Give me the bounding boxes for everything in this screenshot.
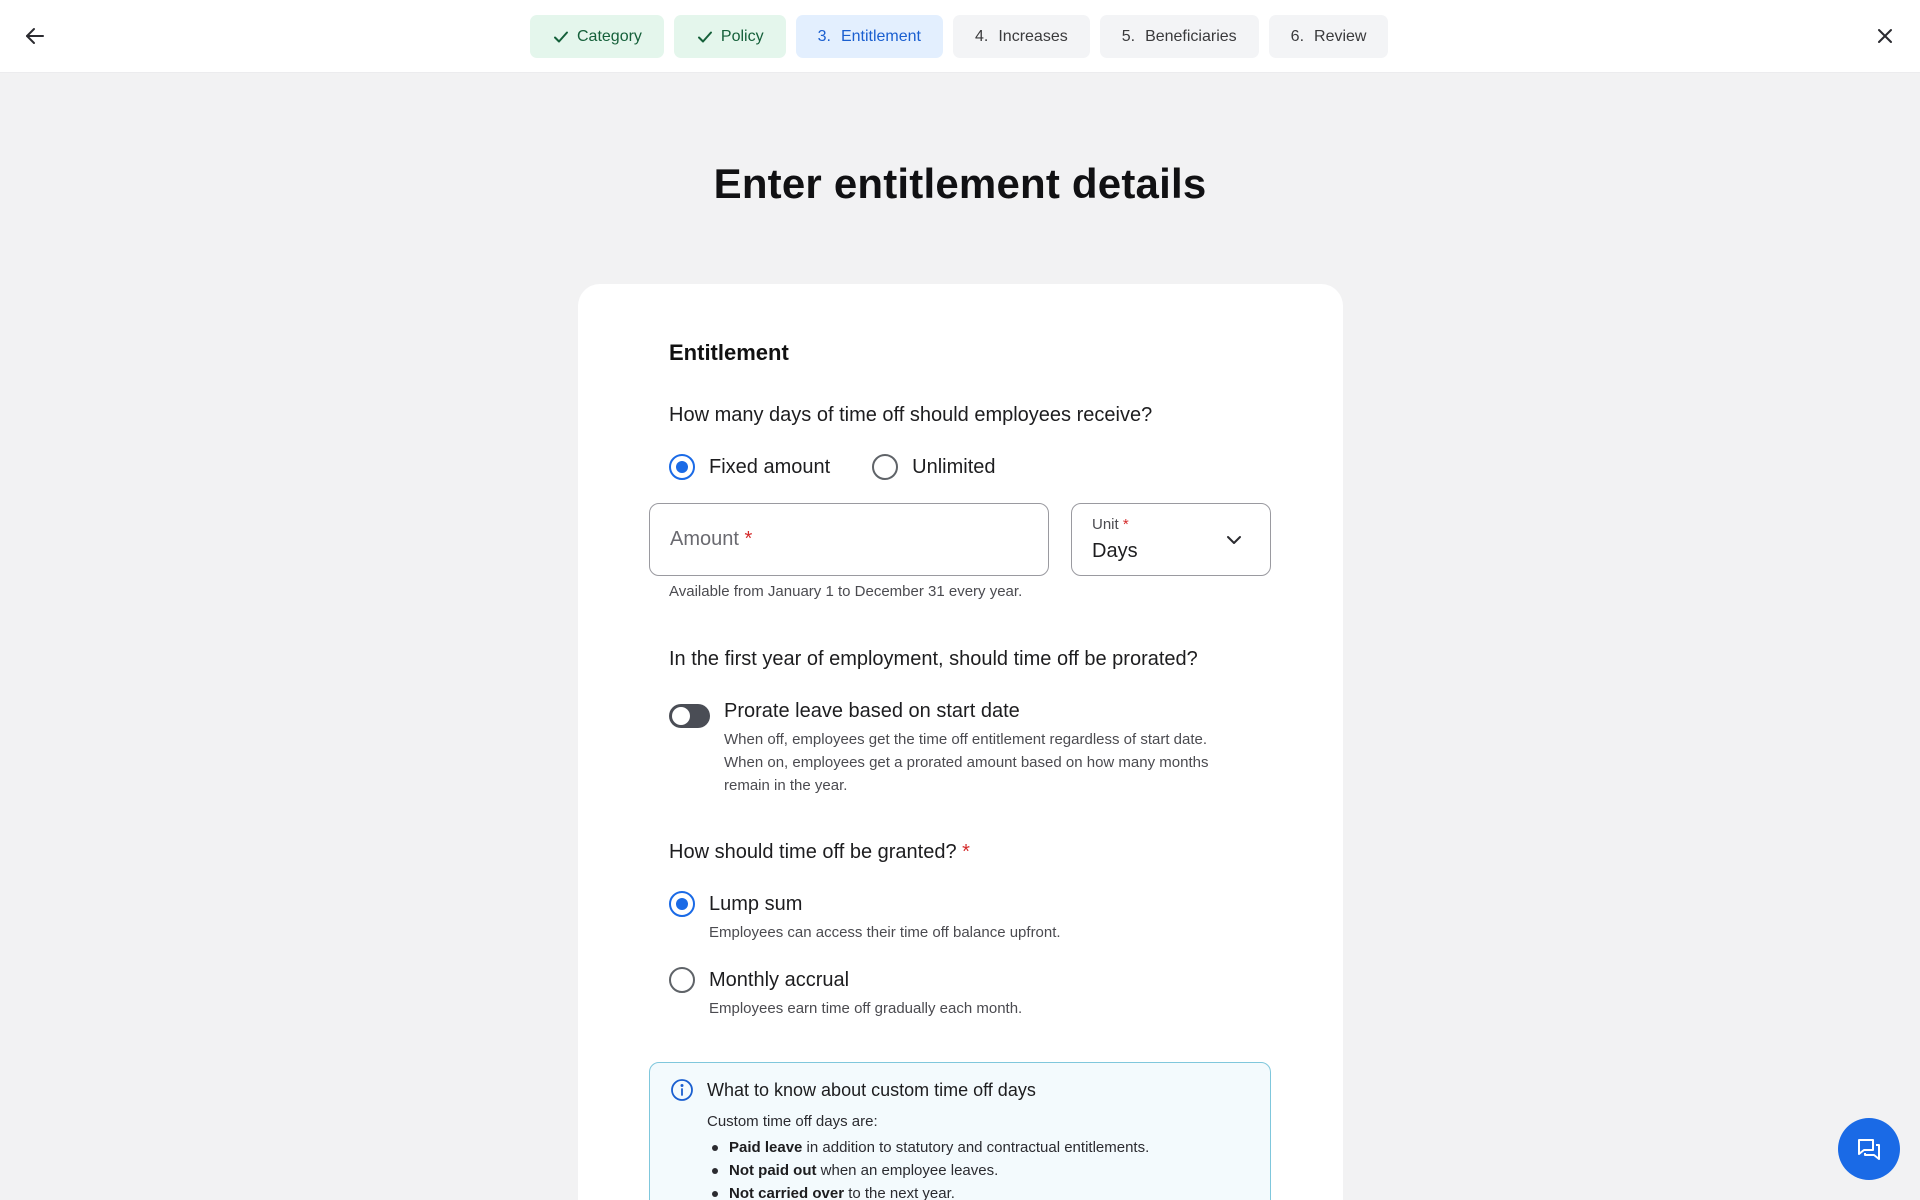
monthly-accrual-help: Employees earn time off gradually each month. <box>709 1000 1023 1017</box>
info-icon <box>670 1078 694 1102</box>
unit-select[interactable] <box>1071 503 1271 576</box>
monthly-accrual-label[interactable]: Monthly accrual <box>709 968 850 991</box>
chevron-down-icon <box>1224 530 1244 550</box>
step-review[interactable] <box>1269 15 1389 58</box>
prorate-toggle-label[interactable]: Prorate leave based on start date <box>724 700 1020 722</box>
unit-label: Unit * <box>1092 516 1129 533</box>
step-label: Review <box>1314 27 1367 45</box>
fixed-amount-radio[interactable] <box>669 454 695 480</box>
step-label: Policy <box>720 27 764 45</box>
check-icon <box>696 28 714 46</box>
step-category[interactable] <box>530 15 664 58</box>
grant-question: How should time off be granted? * <box>669 841 970 863</box>
top-bar <box>0 0 1920 73</box>
close-button[interactable] <box>1868 19 1902 53</box>
step-label: Entitlement <box>840 27 921 45</box>
unit-value: Days <box>1092 540 1138 562</box>
days-question: How many days of time off should employees receive? <box>669 404 1153 426</box>
back-button[interactable] <box>18 19 52 53</box>
required-mark: * <box>962 841 970 863</box>
prorate-question: In the first year of employment, should time off be prorated? <box>669 648 1198 670</box>
step-label: Beneficiaries <box>1145 27 1237 45</box>
lump-sum-label[interactable]: Lump sum <box>709 892 803 915</box>
section-title: Entitlement <box>669 340 789 365</box>
entitlement-card <box>578 284 1343 1200</box>
unlimited-radio[interactable] <box>872 454 898 480</box>
check-icon <box>552 28 570 46</box>
step-number: 6. <box>1290 27 1305 45</box>
amount-placeholder: Amount * <box>670 528 753 550</box>
step-policy[interactable] <box>674 15 786 58</box>
fixed-amount-label[interactable]: Fixed amount <box>709 455 831 478</box>
step-number: 4. <box>975 27 989 45</box>
unlimited-label[interactable]: Unlimited <box>912 455 996 478</box>
info-box <box>649 1062 1271 1200</box>
step-increases[interactable] <box>953 15 1090 58</box>
prorate-toggle-help: When off, employees get the time off entitlement regardless of start date. When on, employees get a prorated amount based on how many months remain in the year. <box>724 731 1209 794</box>
amount-input[interactable] <box>649 503 1049 576</box>
lump-sum-option <box>669 891 802 917</box>
amount-type-radio-group <box>669 454 996 480</box>
step-label: Category <box>577 27 642 45</box>
step-entitlement[interactable] <box>796 15 943 58</box>
step-number: 3. <box>817 27 831 45</box>
required-mark: * <box>744 528 753 550</box>
monthly-accrual-option <box>669 967 849 993</box>
monthly-accrual-radio[interactable] <box>669 967 695 993</box>
step-number: 5. <box>1121 27 1136 45</box>
step-beneficiaries[interactable] <box>1100 15 1259 58</box>
close-icon <box>1875 26 1895 46</box>
chat-icon <box>1855 1135 1883 1163</box>
required-mark: * <box>1122 516 1129 533</box>
prorate-toggle-row <box>669 700 1244 797</box>
availability-help: Available from January 1 to December 31 every year. <box>669 583 1023 600</box>
page-title: Enter entitlement details <box>713 160 1207 207</box>
lump-sum-help: Employees can access their time off balance upfront. <box>709 924 1061 941</box>
chat-button[interactable] <box>1838 1118 1900 1180</box>
step-label: Increases <box>998 27 1068 45</box>
stepper <box>530 15 1388 58</box>
info-title: What to know about custom time off days <box>707 1080 1036 1100</box>
prorate-toggle[interactable] <box>669 704 710 728</box>
list-item: Not paid out when an employee leaves. <box>707 1159 1149 1182</box>
arrow-left-icon <box>24 25 46 47</box>
list-item: Not carried over to the next year. <box>707 1182 1149 1200</box>
info-subtitle: Custom time off days are: <box>707 1113 878 1130</box>
list-item: Paid leave in addition to statutory and contractual entitlements. <box>707 1136 1149 1159</box>
lump-sum-radio[interactable] <box>669 891 695 917</box>
info-list <box>707 1136 1149 1200</box>
